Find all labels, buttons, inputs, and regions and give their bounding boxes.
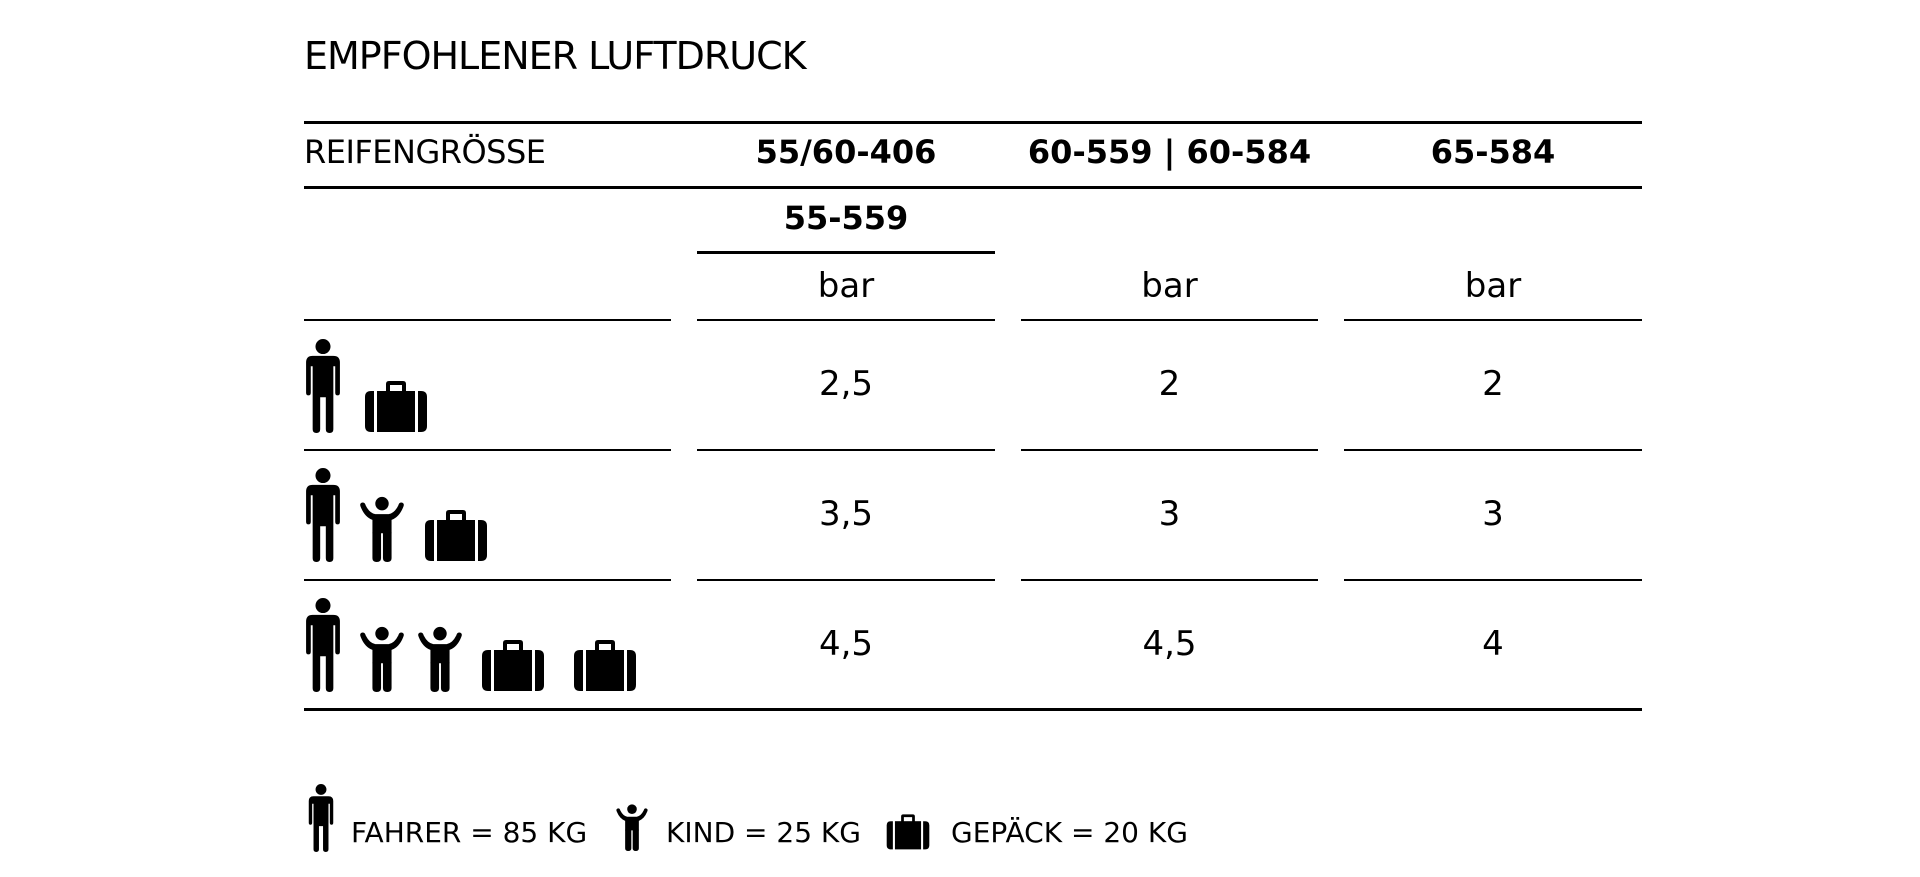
table-top-rule [304, 121, 1642, 124]
row-rule [697, 319, 995, 321]
pressure-value: 2 [1158, 364, 1181, 404]
unit-label-1: bar [817, 266, 875, 306]
pressure-value: 3 [1158, 494, 1181, 534]
luggage-icon [573, 639, 637, 691]
pressure-value: 2,5 [818, 364, 874, 404]
legend-driver: FAHRER = 85 KG [351, 816, 588, 849]
column-subheader-1: 55-559 [783, 199, 909, 237]
column-header-1: 55/60-406 [755, 133, 937, 171]
child-icon [357, 625, 407, 692]
row-rule [1344, 449, 1642, 451]
row-rule [1021, 579, 1318, 581]
legend-luggage: GEPÄCK = 20 KG [951, 816, 1188, 849]
row-rule [697, 449, 995, 451]
child-icon [357, 495, 407, 562]
child-icon [614, 803, 650, 851]
pressure-value: 3,5 [818, 494, 874, 534]
luggage-icon [424, 509, 488, 561]
row-rule [304, 449, 671, 451]
row-rule [1021, 319, 1318, 321]
pressure-value: 4,5 [1142, 624, 1197, 664]
luggage-icon [886, 813, 930, 850]
pressure-value: 4,5 [818, 624, 874, 664]
adult-icon [304, 598, 342, 692]
row-rule [1344, 579, 1642, 581]
adult-icon [304, 468, 342, 562]
pressure-value: 4 [1482, 624, 1504, 664]
page-title: EMPFOHLENER LUFTDRUCK [304, 34, 806, 78]
tire-size-header: REIFENGRÖSSE [304, 133, 546, 171]
row-rule [697, 579, 995, 581]
table-bottom-rule [304, 708, 1642, 711]
luggage-icon [481, 639, 545, 691]
unit-label-3: bar [1464, 266, 1522, 306]
luggage-icon [364, 380, 428, 432]
row-rule [1021, 449, 1318, 451]
row-rule [304, 319, 671, 321]
legend-child: KIND = 25 KG [666, 816, 861, 849]
adult-icon [304, 339, 342, 433]
pressure-value: 2 [1482, 364, 1504, 404]
header-rule [304, 186, 1642, 189]
pressure-value: 3 [1482, 494, 1504, 534]
subheader-rule [697, 251, 995, 254]
column-header-2: 60-559 | 60-584 [1027, 133, 1312, 171]
unit-label-2: bar [1141, 266, 1198, 306]
column-header-3: 65-584 [1430, 133, 1556, 171]
adult-icon [307, 784, 335, 852]
child-icon [415, 625, 465, 692]
row-rule [304, 579, 671, 581]
row-rule [1344, 319, 1642, 321]
